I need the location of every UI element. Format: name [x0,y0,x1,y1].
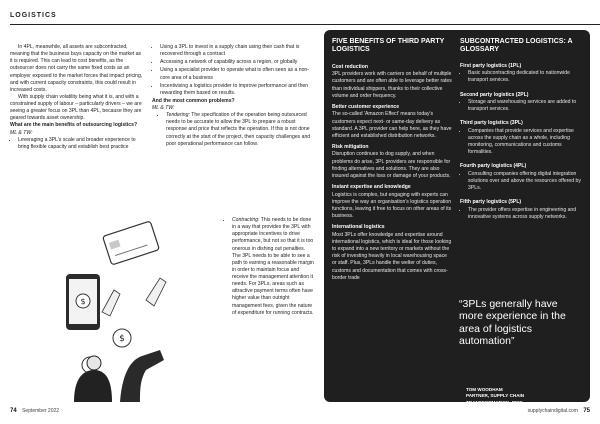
benefit-title: Better customer experience [332,104,400,111]
answer-2-attribution: ML & TW: [152,105,175,111]
tendering-text: The specification of the operation being outsourced needs to be accurate to allow the 3PL to prepare a robust response and price that reflects the operation. If this is not done correctly at the start of the project, then capacity challenges and poor operational performance can follow. [166,112,311,147]
header-rule [10,24,600,25]
benefits-title: FIVE BENEFITS OF THIRD PARTY LOGISTICS [332,38,445,54]
page-number-right: 75 [583,408,590,414]
contracting-lead: Contracting: [232,217,260,223]
list-item: • Basic subcontracting dedicated to nationwide transport services. [468,70,584,84]
benefit-desc: Logistics is complex, but engaging with experts can improve the way an organisation's logistics operation functions, leaving it free to focus on other areas of its business. [332,191,452,220]
benefit-title: Cost reduction [332,64,368,70]
benefit-desc: The so-called 'Amazon Effect' means today's customers expect next- or same-day delivery as standard. A 3PL provider can help here, as they have efficient and established distribution networks. [332,111,452,139]
page-number-left: 74 [10,408,17,414]
column-2 [152,44,314,149]
quote-author-name: TOM WOODHAM [466,387,503,392]
list-item: • The provider offers expertise in engineering and innovative systems across supply networks. [468,207,584,221]
benefits-section [332,60,452,282]
benefits-list-continued [152,44,314,97]
glossary-term: First party logistics (1PL) [460,63,522,69]
column-2-contracting [224,217,314,318]
quote-author-role: PARTNER, SUPPLY CHAIN [466,393,525,399]
list-item: • Storage and warehousing services are added to transport services. [468,99,584,113]
phone-illustration [66,274,100,330]
tendering-lead: Tendering: [166,112,190,119]
list-item: • Companies that provide services and expertise across the supply chain as a whole, including monitoring, communications and customs formalities. [468,128,584,157]
issue-date: September 2022 [22,408,60,414]
problems-list [152,112,314,148]
benefit-desc: Most 3PLs offer knowledge and expertise around international logistics, which is ideal for those looking to expand into a new territory or markets without the risk of investing heavily in local warehousing space or staff. Plus, 3PLs handle the welter of duties, customs and documentation that comes with cross-border trade [332,231,452,281]
list-item: • Incentivising a logistics provider to improve performance and then rewarding them based on results. [160,83,314,97]
question-1: What are the main benefits of outsourcing logistics? [10,122,138,129]
glossary-def [460,70,584,84]
quote-attribution [466,387,524,406]
contracting-text: This needs to be done in a way that provides the 3PL with appropriate incentives to drive performance, but not so that it is too onerous in dishing out penalties. The 3PL needs to be able to see a path to earning a reasonable margin in order to maintain focus and receive the management attention it needs. For 3PLs, areas such as attractive payment terms often have higher value than outright management fees, given the nature of expenditure for running contracts. [232,217,314,316]
list-item: • Consulting companies offering digital integration solutions over and above the resources offered by 3PLs. [468,171,584,193]
glossary-def [460,99,584,113]
footer-right [528,408,590,414]
list-item: • Leveraging a 3PL's scale and broader experience to bring flexible capacity and establish best practice [18,137,144,151]
benefit-desc: 3PL providers work with carriers on behalf of multiple customers and are often able to leverage better rates than individual shippers, thanks to their collective volume and order frequency. [332,71,452,99]
glossary-term: Fifth party logistics (5PL) [460,199,522,206]
list-item: • Using a specialist provider to operate what is often seen as a non-core area of a business [160,67,314,81]
glossary-def [460,128,584,157]
card-illustration [103,221,160,265]
glossary-section [460,56,584,222]
question-2: And the most common problems? [152,97,235,104]
paragraph-1: In 4PL, meanwhile, all assets are subcontracted, meaning that the business buys capacity on the market as it is required. This can lead to cost benefits, as the outsourcer does not carry the same fixed costs as an employer exposed to the market forces that impact pricing, and with current capacity constraints, this could result in increased costs. [10,44,143,93]
benefit-title: International logistics [332,224,385,231]
glossary-term: Third party logistics (3PL) [460,120,523,127]
glossary-term: Second party logistics (2PL) [460,91,529,98]
section-header: LOGISTICS [10,12,57,19]
sidebar-panel [324,30,590,405]
paragraph-2: With supply chain volatility being what it is, and with a constrained supply of labour – particularly drivers – we are seeing a greater focus on 3PL than 4PL, because they are geared towards asset ownership. [10,93,142,122]
glossary-def [460,171,584,193]
benefit-title: Risk mitigation [332,144,369,151]
quote-author-org: TRANSFORMATION, PWC [466,399,523,405]
pull-quote: “3PLs generally have more experience in the area of logistics automation” [459,298,566,348]
list-item: • Using a 3PL to invest in a supply chain using their cash that is recovered through a contract [160,44,314,58]
glossary-title: SUBCONTRACTED LOGISTICS: A GLOSSARY [460,38,573,54]
benefits-list [10,137,144,151]
glossary-term: Fourth party logistics (4PL) [460,163,527,170]
footer-left [10,408,59,414]
column-1 [10,44,144,152]
svg-text:$: $ [119,334,125,344]
problems-list-continued [224,217,314,317]
list-item [232,217,314,317]
answer-1-attribution: ML & TW: [10,129,33,136]
benefit-desc: Disruption continues to dog supply, and when problems do arise, 3PL providers are responsible for finding alternatives and solutions. They are also insured against the loss or damage of your products. [332,151,451,180]
svg-text:$: $ [80,297,86,306]
list-item [166,112,314,148]
glossary-def [460,207,584,221]
coin-icon-2 [113,329,131,347]
list-item: • Accessing a network of capability across a region, or globally [160,59,314,66]
site-url: supplychaindigital.com [527,408,578,414]
benefit-title: Instant expertise and knowledge [332,184,411,191]
illustration [60,220,172,402]
